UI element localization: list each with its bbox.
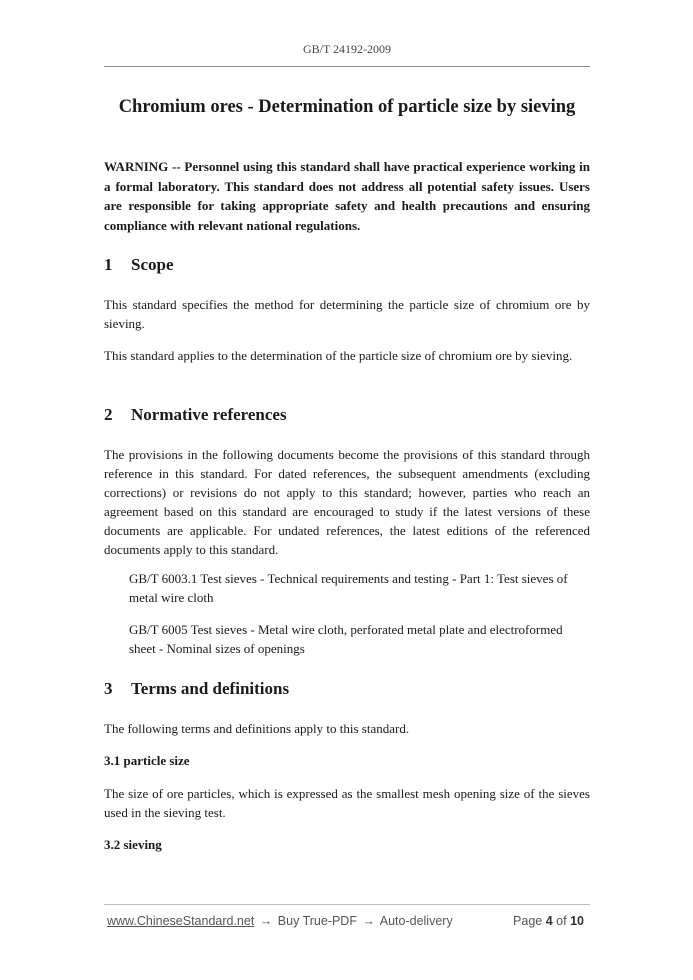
section-title: Scope xyxy=(131,255,174,274)
buy-true-pdf-link[interactable]: Buy True-PDF xyxy=(277,914,357,928)
section-number: 1 xyxy=(104,255,113,274)
section-heading-normative-references xyxy=(104,405,287,425)
page-indicator xyxy=(513,913,584,929)
section-heading-terms-and-definitions xyxy=(104,679,289,699)
reference-item: GB/T 6005 Test sieves - Metal wire cloth, perforated metal plate and electroformed sheet - Nominal sizes of openings xyxy=(129,622,563,656)
term-heading-particle-size: 3.1 particle size xyxy=(104,753,190,768)
section-number: 2 xyxy=(104,405,113,424)
header-divider xyxy=(104,66,590,67)
terms-intro-paragraph: The following terms and definitions apply to this standard. xyxy=(104,721,410,736)
warning-paragraph: WARNING -- Personnel using this standard shall have practical experience working in a formal laboratory. This standard does not address all potential safety issues. Users are responsible for taking appropriate safety and health precautions and ensuring compliance with relevant national regulations. xyxy=(104,159,590,233)
site-link[interactable]: www.ChineseStandard.net xyxy=(107,914,255,928)
arrow-right-icon: → xyxy=(259,914,273,928)
page-current: 4 xyxy=(545,914,553,928)
scope-paragraph-2: This standard applies to the determination of the particle size of chromium ore by sieving. xyxy=(104,348,573,363)
scope-paragraph-1: This standard specifies the method for determining the particle size of chromium ore by sieving. xyxy=(104,297,590,331)
document-title: Chromium ores - Determination of particle size by sieving xyxy=(118,97,576,117)
term-heading-sieving: 3.2 sieving xyxy=(104,837,162,852)
section-title: Normative references xyxy=(131,405,287,424)
section-heading-scope xyxy=(104,255,174,275)
running-header: GB/T 24192-2009 xyxy=(302,42,392,56)
term-definition-particle-size: The size of ore particles, which is expressed as the smallest mesh opening size of the sieves used in the sieving test. xyxy=(104,786,590,820)
reference-item: GB/T 6003.1 Test sieves - Technical requirements and testing - Part 1: Test sieves of metal wire cloth xyxy=(129,571,568,605)
section-number: 3 xyxy=(104,679,113,698)
page-label: Page xyxy=(513,914,543,928)
page-of-label: of xyxy=(556,914,567,928)
auto-delivery-text: Auto-delivery xyxy=(379,914,453,928)
section-title: Terms and definitions xyxy=(131,679,290,698)
page-footer xyxy=(107,913,590,929)
arrow-right-icon: → xyxy=(362,914,375,928)
footer-divider xyxy=(104,904,590,905)
normative-references-paragraph: The provisions in the following documents become the provisions of this standard through reference in this standard. For dated references, the subsequent amendments (excluding corrections) or revisions do not apply to this standard; however, parties who reach an agreement based on this standard are encouraged to study if the latest versions of these documents are applicable. For undated references, the latest editions of the referenced documents apply to this standard. xyxy=(104,447,590,557)
page-total: 10 xyxy=(570,914,584,928)
